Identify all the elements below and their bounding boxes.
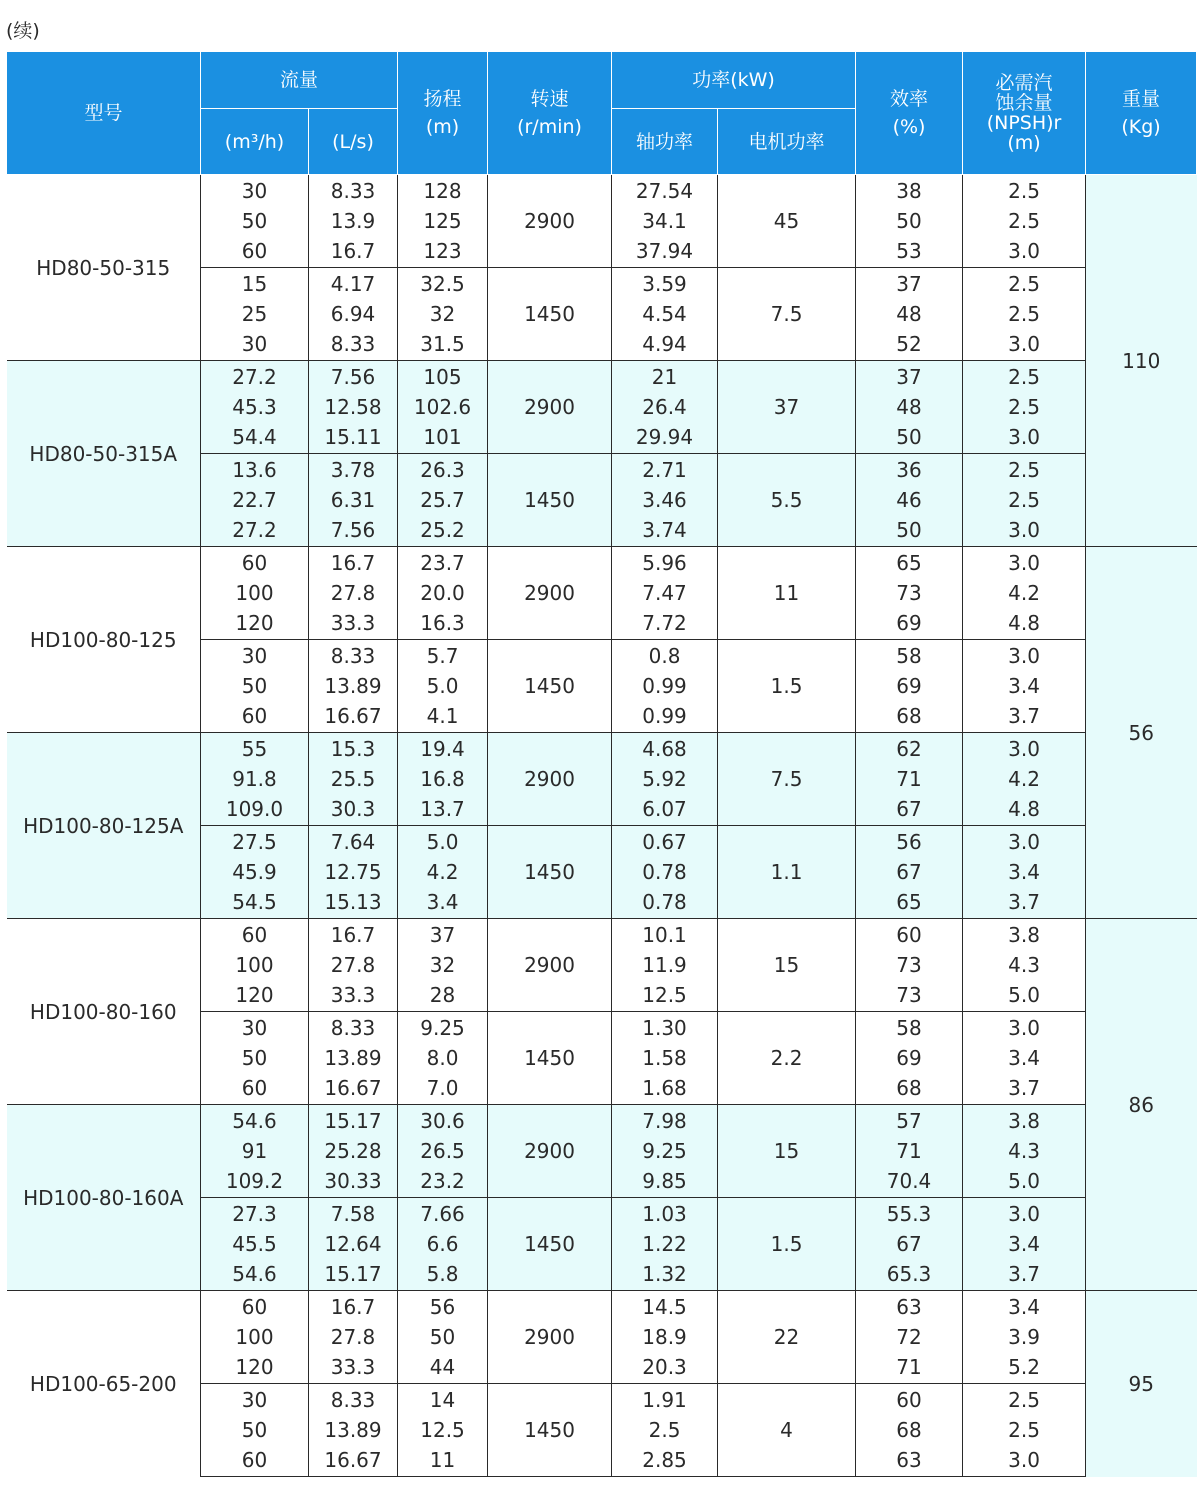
speed-cell: 1450 bbox=[488, 1384, 612, 1477]
header-motor-power: 电机功率 bbox=[718, 109, 856, 175]
flow-ls-cell: 7.56 12.58 15.11 bbox=[309, 361, 398, 454]
flow-m3h-cell: 30 50 60 bbox=[201, 1384, 309, 1477]
shaft-power-cell: 14.5 18.9 20.3 bbox=[612, 1291, 718, 1384]
speed-cell: 1450 bbox=[488, 640, 612, 733]
shaft-power-cell: 1.03 1.22 1.32 bbox=[612, 1198, 718, 1291]
flow-ls-cell: 15.3 25.5 30.3 bbox=[309, 733, 398, 826]
head-cell: 26.3 25.7 25.2 bbox=[398, 454, 488, 547]
flow-ls-cell: 8.33 13.89 16.67 bbox=[309, 640, 398, 733]
shaft-power-cell: 7.98 9.25 9.85 bbox=[612, 1105, 718, 1198]
header-head-line1: 扬程 bbox=[423, 88, 462, 110]
head-cell: 32.5 32 31.5 bbox=[398, 268, 488, 361]
head-cell: 23.7 20.0 16.3 bbox=[398, 547, 488, 640]
npsh-cell: 3.0 3.4 3.7 bbox=[963, 640, 1086, 733]
flow-m3h-cell: 60 100 120 bbox=[201, 1291, 309, 1384]
flow-m3h-cell: 60 100 120 bbox=[201, 547, 309, 640]
speed-cell: 2900 bbox=[488, 733, 612, 826]
motor-power-cell: 4 bbox=[718, 1384, 856, 1477]
flow-ls-cell: 16.7 27.8 33.3 bbox=[309, 1291, 398, 1384]
model-cell: HD100-80-125 bbox=[7, 547, 201, 733]
flow-m3h-cell: 30 50 60 bbox=[201, 175, 309, 268]
motor-power-cell: 11 bbox=[718, 547, 856, 640]
npsh-cell: 2.5 2.5 3.0 bbox=[963, 454, 1086, 547]
npsh-cell: 3.0 4.2 4.8 bbox=[963, 733, 1086, 826]
flow-m3h-cell: 27.2 45.3 54.4 bbox=[201, 361, 309, 454]
header-efficiency-line1: 效率 bbox=[890, 88, 929, 110]
table-row bbox=[7, 547, 1197, 640]
head-cell: 5.0 4.2 3.4 bbox=[398, 826, 488, 919]
model-cell: HD100-65-200 bbox=[7, 1291, 201, 1477]
header-efficiency-line2: (%) bbox=[892, 116, 926, 138]
model-cell: HD80-50-315 bbox=[7, 175, 201, 361]
shaft-power-cell: 2.71 3.46 3.74 bbox=[612, 454, 718, 547]
header-weight-line2: (Kg) bbox=[1121, 116, 1161, 138]
head-cell: 105 102.6 101 bbox=[398, 361, 488, 454]
header-speed-line2: (r/min) bbox=[517, 116, 582, 138]
speed-cell: 2900 bbox=[488, 175, 612, 268]
npsh-cell: 3.8 4.3 5.0 bbox=[963, 919, 1086, 1012]
npsh-cell: 3.0 4.2 4.8 bbox=[963, 547, 1086, 640]
speed-cell: 1450 bbox=[488, 1012, 612, 1105]
head-cell: 56 50 44 bbox=[398, 1291, 488, 1384]
model-cell: HD100-80-160 bbox=[7, 919, 201, 1105]
flow-m3h-cell: 27.5 45.9 54.5 bbox=[201, 826, 309, 919]
flow-m3h-cell: 30 50 60 bbox=[201, 640, 309, 733]
speed-cell: 1450 bbox=[488, 268, 612, 361]
efficiency-cell: 58 69 68 bbox=[856, 1012, 963, 1105]
flow-ls-cell: 7.64 12.75 15.13 bbox=[309, 826, 398, 919]
header-head-line2: (m) bbox=[425, 116, 460, 138]
npsh-cell: 3.8 4.3 5.0 bbox=[963, 1105, 1086, 1198]
speed-cell: 2900 bbox=[488, 919, 612, 1012]
header-shaft-power: 轴功率 bbox=[612, 109, 718, 175]
efficiency-cell: 55.3 67 65.3 bbox=[856, 1198, 963, 1291]
npsh-cell: 2.5 2.5 3.0 bbox=[963, 268, 1086, 361]
flow-m3h-cell: 13.6 22.7 27.2 bbox=[201, 454, 309, 547]
npsh-cell: 3.4 3.9 5.2 bbox=[963, 1291, 1086, 1384]
header-efficiency bbox=[856, 52, 963, 175]
header-power: 功率(kW) bbox=[612, 52, 856, 109]
flow-ls-cell: 7.58 12.64 15.17 bbox=[309, 1198, 398, 1291]
speed-cell: 1450 bbox=[488, 1198, 612, 1291]
header-head bbox=[398, 52, 488, 175]
efficiency-cell: 57 71 70.4 bbox=[856, 1105, 963, 1198]
efficiency-cell: 60 68 63 bbox=[856, 1384, 963, 1477]
flow-ls-cell: 16.7 27.8 33.3 bbox=[309, 919, 398, 1012]
flow-m3h-cell: 60 100 120 bbox=[201, 919, 309, 1012]
shaft-power-cell: 1.30 1.58 1.68 bbox=[612, 1012, 718, 1105]
motor-power-cell: 7.5 bbox=[718, 733, 856, 826]
efficiency-cell: 63 72 71 bbox=[856, 1291, 963, 1384]
motor-power-cell: 15 bbox=[718, 919, 856, 1012]
motor-power-cell: 1.5 bbox=[718, 1198, 856, 1291]
header-model: 型号 bbox=[7, 52, 201, 175]
motor-power-cell: 37 bbox=[718, 361, 856, 454]
motor-power-cell: 2.2 bbox=[718, 1012, 856, 1105]
npsh-cell: 3.0 3.4 3.7 bbox=[963, 826, 1086, 919]
header-flow-ls: (L/s) bbox=[309, 109, 398, 175]
motor-power-cell: 7.5 bbox=[718, 268, 856, 361]
flow-ls-cell: 8.33 13.89 16.67 bbox=[309, 1012, 398, 1105]
head-cell: 9.25 8.0 7.0 bbox=[398, 1012, 488, 1105]
table-row bbox=[7, 733, 1197, 826]
flow-m3h-cell: 27.3 45.5 54.6 bbox=[201, 1198, 309, 1291]
speed-cell: 1450 bbox=[488, 454, 612, 547]
flow-m3h-cell: 54.6 91 109.2 bbox=[201, 1105, 309, 1198]
flow-ls-cell: 8.33 13.89 16.67 bbox=[309, 1384, 398, 1477]
shaft-power-cell: 4.68 5.92 6.07 bbox=[612, 733, 718, 826]
pump-spec-table-wrapper bbox=[6, 51, 1196, 1477]
flow-ls-cell: 3.78 6.31 7.56 bbox=[309, 454, 398, 547]
motor-power-cell: 1.1 bbox=[718, 826, 856, 919]
weight-cell: 95 bbox=[1086, 1291, 1197, 1477]
table-body bbox=[7, 175, 1197, 1477]
efficiency-cell: 36 46 50 bbox=[856, 454, 963, 547]
flow-ls-cell: 16.7 27.8 33.3 bbox=[309, 547, 398, 640]
head-cell: 37 32 28 bbox=[398, 919, 488, 1012]
head-cell: 14 12.5 11 bbox=[398, 1384, 488, 1477]
table-row bbox=[7, 175, 1197, 268]
header-flow-m3h: (m³/h) bbox=[201, 109, 309, 175]
header-weight bbox=[1086, 52, 1197, 175]
motor-power-cell: 22 bbox=[718, 1291, 856, 1384]
efficiency-cell: 37 48 52 bbox=[856, 268, 963, 361]
shaft-power-cell: 10.1 11.9 12.5 bbox=[612, 919, 718, 1012]
table-row bbox=[7, 1105, 1197, 1198]
head-cell: 7.66 6.6 5.8 bbox=[398, 1198, 488, 1291]
npsh-cell: 2.5 2.5 3.0 bbox=[963, 175, 1086, 268]
motor-power-cell: 1.5 bbox=[718, 640, 856, 733]
efficiency-cell: 62 71 67 bbox=[856, 733, 963, 826]
head-cell: 30.6 26.5 23.2 bbox=[398, 1105, 488, 1198]
header-npsh-line2: 蚀余量 bbox=[995, 92, 1053, 114]
shaft-power-cell: 0.8 0.99 0.99 bbox=[612, 640, 718, 733]
table-row bbox=[7, 361, 1197, 454]
efficiency-cell: 56 67 65 bbox=[856, 826, 963, 919]
flow-m3h-cell: 15 25 30 bbox=[201, 268, 309, 361]
model-cell: HD100-80-160A bbox=[7, 1105, 201, 1291]
npsh-cell: 3.0 3.4 3.7 bbox=[963, 1198, 1086, 1291]
header-npsh-line4: (m) bbox=[1007, 132, 1041, 154]
speed-cell: 2900 bbox=[488, 547, 612, 640]
efficiency-cell: 58 69 68 bbox=[856, 640, 963, 733]
motor-power-cell: 45 bbox=[718, 175, 856, 268]
head-cell: 5.7 5.0 4.1 bbox=[398, 640, 488, 733]
npsh-cell: 3.0 3.4 3.7 bbox=[963, 1012, 1086, 1105]
shaft-power-cell: 1.91 2.5 2.85 bbox=[612, 1384, 718, 1477]
flow-ls-cell: 8.33 13.9 16.7 bbox=[309, 175, 398, 268]
model-cell: HD100-80-125A bbox=[7, 733, 201, 919]
table-caption: (续) bbox=[6, 20, 40, 42]
weight-cell: 86 bbox=[1086, 919, 1197, 1291]
speed-cell: 2900 bbox=[488, 1105, 612, 1198]
header-weight-line1: 重量 bbox=[1122, 88, 1161, 110]
table-row bbox=[7, 1291, 1197, 1384]
header-speed-line1: 转速 bbox=[530, 88, 569, 110]
header-npsh-line1: 必需汽 bbox=[995, 72, 1053, 94]
flow-m3h-cell: 55 91.8 109.0 bbox=[201, 733, 309, 826]
header-speed bbox=[488, 52, 612, 175]
shaft-power-cell: 21 26.4 29.94 bbox=[612, 361, 718, 454]
efficiency-cell: 37 48 50 bbox=[856, 361, 963, 454]
pump-spec-table bbox=[6, 51, 1197, 1477]
efficiency-cell: 60 73 73 bbox=[856, 919, 963, 1012]
shaft-power-cell: 3.59 4.54 4.94 bbox=[612, 268, 718, 361]
weight-cell: 110 bbox=[1086, 175, 1197, 547]
flow-ls-cell: 4.17 6.94 8.33 bbox=[309, 268, 398, 361]
model-cell: HD80-50-315A bbox=[7, 361, 201, 547]
table-header bbox=[7, 52, 1197, 175]
flow-m3h-cell: 30 50 60 bbox=[201, 1012, 309, 1105]
flow-ls-cell: 15.17 25.28 30.33 bbox=[309, 1105, 398, 1198]
header-npsh bbox=[963, 52, 1086, 175]
header-npsh-line3: (NPSH)r bbox=[986, 112, 1062, 134]
shaft-power-cell: 5.96 7.47 7.72 bbox=[612, 547, 718, 640]
header-flow: 流量 bbox=[201, 52, 398, 109]
speed-cell: 1450 bbox=[488, 826, 612, 919]
shaft-power-cell: 0.67 0.78 0.78 bbox=[612, 826, 718, 919]
head-cell: 19.4 16.8 13.7 bbox=[398, 733, 488, 826]
npsh-cell: 2.5 2.5 3.0 bbox=[963, 1384, 1086, 1477]
shaft-power-cell: 27.54 34.1 37.94 bbox=[612, 175, 718, 268]
speed-cell: 2900 bbox=[488, 1291, 612, 1384]
weight-cell: 56 bbox=[1086, 547, 1197, 919]
npsh-cell: 2.5 2.5 3.0 bbox=[963, 361, 1086, 454]
motor-power-cell: 15 bbox=[718, 1105, 856, 1198]
table-row bbox=[7, 919, 1197, 1012]
head-cell: 128 125 123 bbox=[398, 175, 488, 268]
speed-cell: 2900 bbox=[488, 361, 612, 454]
motor-power-cell: 5.5 bbox=[718, 454, 856, 547]
efficiency-cell: 38 50 53 bbox=[856, 175, 963, 268]
efficiency-cell: 65 73 69 bbox=[856, 547, 963, 640]
